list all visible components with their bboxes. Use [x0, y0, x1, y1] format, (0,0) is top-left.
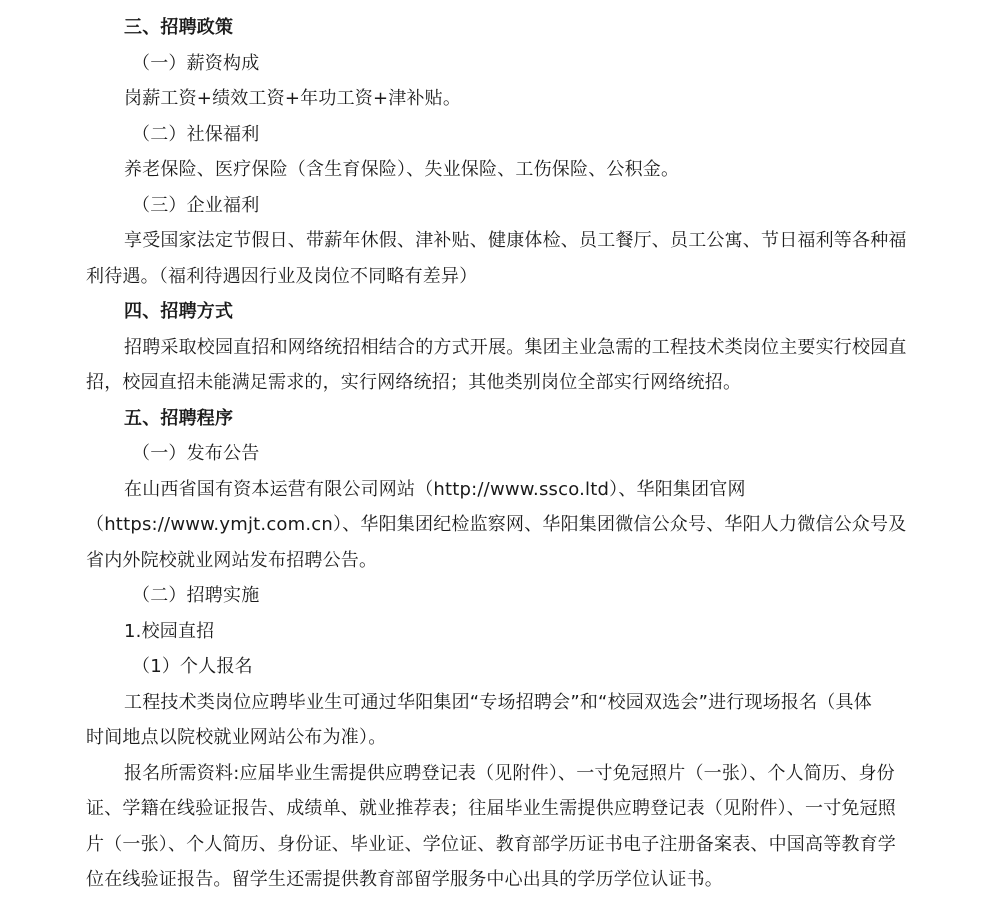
- paragraph-line: 享受国家法定节假日、带薪年休假、津补贴、健康体检、员工餐厅、员工公寓、节日福利等各种福: [124, 230, 907, 251]
- paragraph-line: 招聘采取校园直招和网络统招相结合的方式开展。集团主业急需的工程技术类岗位主要实行校园直: [124, 336, 907, 358]
- paragraph-line: 位在线验证报告。留学生还需提供教育部留学服务中心出具的学历学位认证书。: [86, 869, 723, 890]
- company-benefits-paragraph: [86, 223, 948, 294]
- paragraph-line: 在山西省国有资本运营有限公司网站（http://www.ssco.ltd）、华阳集团官网: [124, 478, 746, 500]
- salary-text: 岗薪工资+绩效工资+年功工资+津补贴。: [124, 88, 462, 109]
- subheading-campus-recruitment: 1.校园直招: [124, 620, 215, 642]
- paragraph-line: 报名所需资料:应届毕业生需提供应聘登记表（见附件）、一寸免冠照片（一张）、个人简历、身份: [124, 762, 895, 784]
- section-heading-recruitment-method: 四、招聘方式: [124, 301, 234, 322]
- paragraph-line: 工程技术类岗位应聘毕业生可通过华阳集团“专场招聘会”和“校园双选会”进行现场报名（具体: [124, 691, 872, 713]
- document-body: [86, 10, 948, 898]
- paragraph-line: 证、学籍在线验证报告、成绩单、就业推荐表；往届毕业生需提供应聘登记表（见附件）、一寸免冠照: [86, 798, 896, 819]
- paragraph-line: （https://www.ymjt.com.cn）、华阳集团纪检监察网、华阳集团微信公众号、华阳人力微信公众号及: [86, 514, 907, 535]
- subheading-recruitment-implementation: （二）招聘实施: [132, 585, 260, 606]
- paragraph-line: 利待遇。（福利待遇因行业及岗位不同略有差异）: [86, 265, 478, 287]
- publish-announcement-paragraph: [86, 472, 948, 579]
- paragraph-line: 片（一张）、个人简历、身份证、毕业证、学位证、教育部学历证书电子注册备案表、中国高等教育学: [86, 833, 896, 855]
- section-heading-recruitment-procedure: 五、招聘程序: [124, 407, 234, 429]
- required-materials-paragraph: [86, 756, 948, 898]
- registration-paragraph: [86, 685, 948, 756]
- paragraph-line: 时间地点以院校就业网站公布为准）。: [86, 727, 387, 748]
- subheading-company-benefits: （三）企业福利: [132, 194, 260, 216]
- subheading-personal-registration: （1）个人报名: [132, 656, 253, 677]
- subheading-social-insurance: （二）社保福利: [132, 123, 260, 145]
- subheading-salary: （一）薪资构成: [132, 52, 260, 74]
- paragraph-line: 招，校园直招未能满足需求的，实行网络统招；其他类别岗位全部实行网络统招。: [86, 372, 742, 393]
- social-insurance-text: 养老保险、医疗保险（含生育保险）、失业保险、工伤保险、公积金。: [124, 159, 680, 180]
- recruitment-method-paragraph: [86, 330, 948, 401]
- subheading-publish-announcement: （一）发布公告: [132, 443, 260, 464]
- section-heading-recruitment-policy: 三、招聘政策: [124, 17, 234, 38]
- paragraph-line: 省内外院校就业网站发布招聘公告。: [86, 549, 378, 571]
